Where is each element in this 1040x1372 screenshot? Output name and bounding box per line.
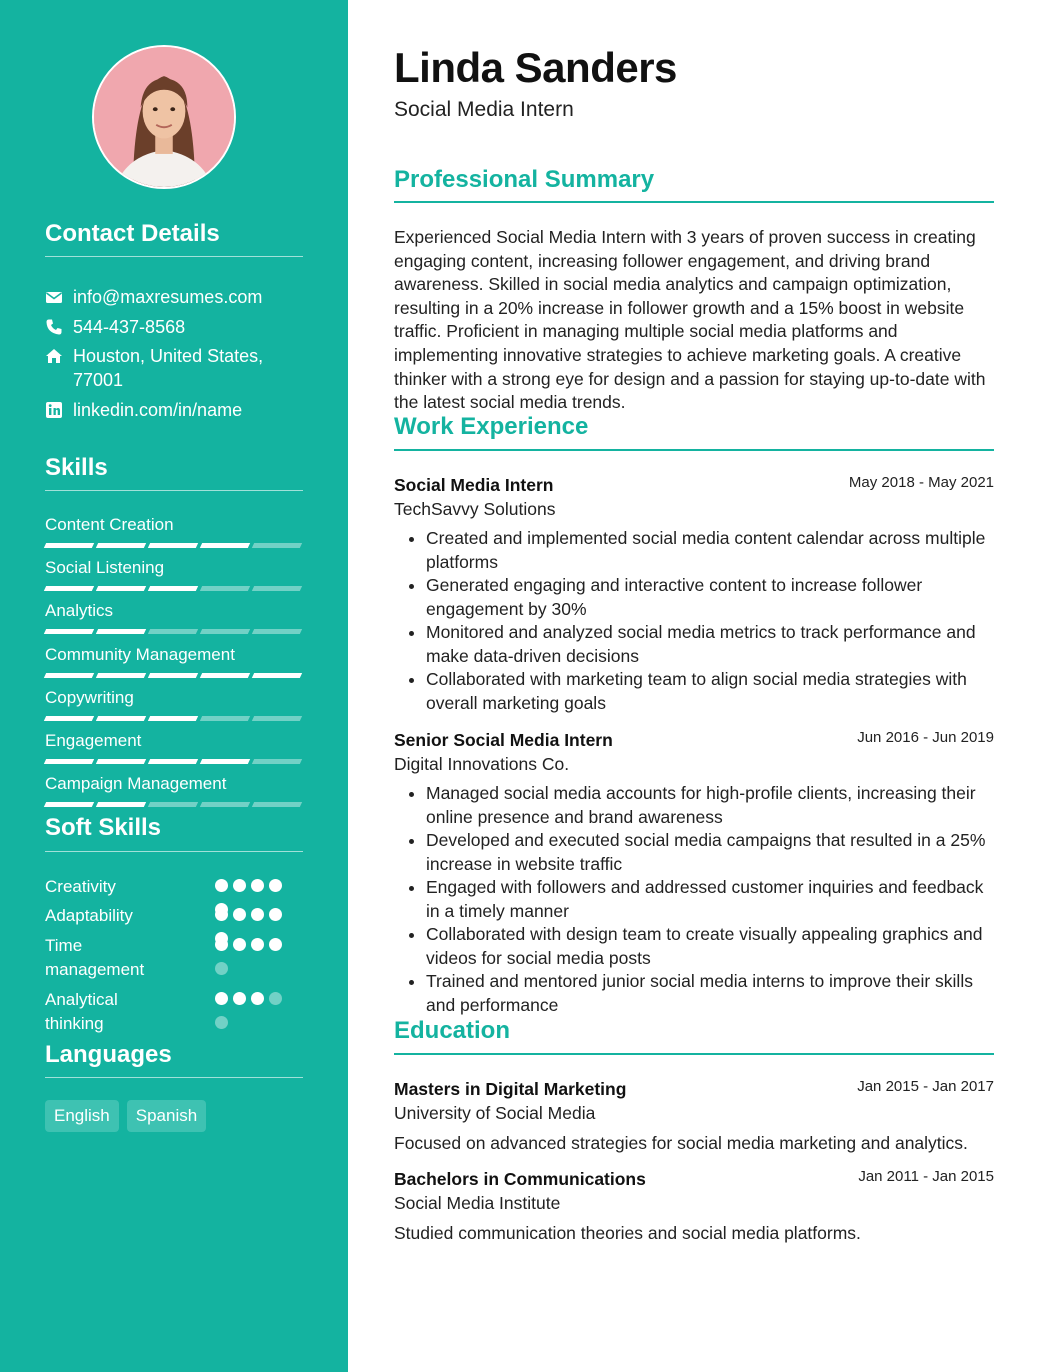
contact-linkedin-text: linkedin.com/in/name: [73, 400, 243, 420]
rating-dot-filled: [251, 992, 264, 1005]
divider: [45, 256, 303, 257]
skill-segment-empty: [252, 759, 302, 764]
rating-dot-filled: [251, 908, 264, 921]
skill-segment-filled: [44, 543, 94, 548]
job-bullet: • Engaged with followers and addressed customer inquiries and feedback in a timely manner: [426, 876, 994, 923]
divider: [45, 1077, 303, 1078]
skill-level-bar: [45, 543, 301, 548]
job-bullet: • Managed social media accounts for high-profile clients, increasing their online presence and brand awareness: [426, 782, 994, 829]
rating-dot-filled: [269, 879, 282, 892]
skill-item: [45, 557, 303, 579]
skill-level-bar: [45, 716, 301, 721]
phone-icon: [45, 318, 63, 336]
education-description: Focused on advanced strategies for social media marketing and analytics.: [394, 1133, 968, 1153]
skill-level-bar: [45, 586, 301, 591]
skill-level-bar: [45, 629, 301, 634]
skill-segment-filled: [44, 673, 94, 678]
home-icon: [45, 347, 63, 365]
skill-level-bar: [45, 673, 301, 678]
rating-dot-empty: [269, 992, 282, 1005]
contact-phone[interactable]: [45, 315, 305, 339]
skill-segment-filled: [44, 716, 94, 721]
soft-skill-rating: [215, 938, 295, 975]
skill-item: [45, 600, 303, 622]
skill-segment-empty: [200, 586, 250, 591]
avatar: [92, 45, 236, 189]
contact-heading: Contact Details: [45, 220, 220, 247]
skill-segment-filled: [200, 673, 250, 678]
soft-skill-item: [45, 904, 305, 928]
skill-item: [45, 687, 303, 709]
job-bullets: [394, 782, 994, 1017]
skill-label: Engagement: [45, 731, 142, 750]
skill-label: Copywriting: [45, 688, 134, 707]
divider: [45, 490, 303, 491]
sidebar: [0, 0, 348, 1372]
job-bullets: [394, 527, 994, 715]
job-dates: Jun 2016 - Jun 2019: [857, 729, 994, 746]
skill-segment-empty: [200, 716, 250, 721]
skill-item: [45, 773, 303, 795]
skill-segment-filled: [96, 543, 146, 548]
education-description: Studied communication theories and social media platforms.: [394, 1223, 861, 1243]
candidate-title: Social Media Intern: [394, 98, 574, 121]
skill-segment-filled: [96, 759, 146, 764]
job-bullet: • Generated engaging and interactive content to increase follower engagement by 30%: [426, 574, 994, 621]
job-entry: [394, 728, 994, 1017]
language-chip: English: [45, 1100, 119, 1132]
soft-skill-rating: [215, 992, 295, 1029]
skill-level-bar: [45, 802, 301, 807]
degree-title: Masters in Digital Marketing: [394, 1079, 627, 1099]
skill-segment-filled: [148, 716, 198, 721]
job-entry: [394, 473, 994, 715]
skill-segment-filled: [148, 673, 198, 678]
job-company: Digital Innovations Co.: [394, 754, 570, 774]
job-title: Senior Social Media Intern: [394, 730, 613, 750]
skill-segment-filled: [96, 673, 146, 678]
skill-level-bar: [45, 759, 301, 764]
job-title: Social Media Intern: [394, 475, 554, 495]
education-entry: [394, 1077, 994, 1155]
degree-title: Bachelors in Communications: [394, 1169, 646, 1189]
divider: [45, 851, 303, 852]
skill-item: [45, 514, 303, 536]
skill-segment-empty: [200, 629, 250, 634]
skill-segment-filled: [148, 543, 198, 548]
rating-dot-filled: [215, 908, 228, 921]
experience-heading: Work Experience: [394, 413, 589, 440]
school-name: Social Media Institute: [394, 1193, 561, 1213]
job-bullet: • Collaborated with design team to create visually appealing graphics and videos for social media posts: [426, 923, 994, 970]
section-divider: [394, 449, 994, 451]
job-company: TechSavvy Solutions: [394, 499, 556, 519]
skill-segment-empty: [252, 543, 302, 548]
soft-skill-item: [45, 875, 305, 899]
skill-segment-filled: [148, 586, 198, 591]
contact-linkedin[interactable]: [45, 398, 305, 422]
skill-segment-filled: [44, 802, 94, 807]
rating-dot-filled: [251, 879, 264, 892]
envelope-icon: [45, 288, 63, 306]
skills-heading: Skills: [45, 454, 108, 481]
job-bullet: • Trained and mentored junior social media interns to improve their skills and performance: [426, 970, 994, 1017]
skill-segment-filled: [148, 759, 198, 764]
linkedin-icon: [45, 401, 63, 419]
candidate-name: Linda Sanders: [394, 44, 677, 91]
skill-item: [45, 644, 303, 666]
skill-segment-filled: [44, 586, 94, 591]
skill-segment-empty: [252, 802, 302, 807]
skill-segment-filled: [44, 759, 94, 764]
skill-label: Content Creation: [45, 515, 174, 534]
job-bullet: • Developed and executed social media campaigns that resulted in a 25% increase in website traffic: [426, 829, 994, 876]
contact-address-text: Houston, United States, 77001: [73, 346, 264, 390]
rating-dot-filled: [251, 938, 264, 951]
skill-label: Community Management: [45, 645, 235, 664]
profile-photo: [94, 47, 234, 187]
section-divider: [394, 1053, 994, 1055]
skill-segment-empty: [148, 802, 198, 807]
rating-dot-filled: [233, 879, 246, 892]
soft-skill-label: Adaptability: [45, 906, 133, 925]
skill-segment-empty: [200, 802, 250, 807]
rating-dot-filled: [269, 908, 282, 921]
skill-item: [45, 730, 303, 752]
contact-phone-text: 544-437-8568: [73, 317, 186, 337]
rating-dot-empty: [215, 1016, 228, 1029]
soft-skills-heading: Soft Skills: [45, 814, 162, 841]
section-divider: [394, 201, 994, 203]
job-dates: May 2018 - May 2021: [848, 474, 994, 491]
skill-label: Social Listening: [45, 558, 165, 577]
rating-dot-filled: [215, 938, 228, 951]
skill-segment-filled: [96, 629, 146, 634]
rating-dot-filled: [233, 938, 246, 951]
rating-dot-empty: [215, 962, 228, 975]
skill-segment-filled: [200, 543, 250, 548]
skill-label: Campaign Management: [45, 774, 227, 793]
skill-segment-empty: [252, 716, 302, 721]
skill-segment-filled: [96, 716, 146, 721]
education-heading: Education: [394, 1017, 511, 1044]
contact-email-text: info@maxresumes.com: [73, 287, 263, 307]
languages-heading: Languages: [45, 1041, 172, 1068]
rating-dot-filled: [215, 879, 228, 892]
rating-dot-filled: [233, 908, 246, 921]
soft-skill-item: [45, 988, 305, 1036]
soft-skill-label: Time management: [45, 936, 145, 979]
summary-text: Experienced Social Media Intern with 3 years of proven success in creating engaging content, increasing follower engagement, and driving brand awareness. Skilled in social media analytics and campaign optimization, resulting in a 20% increase in follower growth and a 15% boost in website traffic. Proficient in managing multiple social media platforms and implementing innovative strategies to achieve marketing goals. A creative thinker with a strong eye for design and a passion for staying up-to-date with the latest social media trends.: [394, 227, 986, 413]
skill-segment-filled: [96, 586, 146, 591]
education-dates: Jan 2015 - Jan 2017: [857, 1078, 994, 1095]
skill-segment-filled: [200, 759, 250, 764]
job-bullet: • Collaborated with marketing team to align social media strategies with overall marketing goals: [426, 668, 994, 715]
job-bullet: • Created and implemented social media content calendar across multiple platforms: [426, 527, 994, 574]
education-dates: Jan 2011 - Jan 2015: [858, 1168, 994, 1185]
school-name: University of Social Media: [394, 1103, 596, 1123]
soft-skill-label: Creativity: [45, 877, 116, 896]
skill-segment-filled: [96, 802, 146, 807]
education-entry: [394, 1167, 994, 1245]
rating-dot-filled: [233, 992, 246, 1005]
skill-segment-filled: [252, 673, 302, 678]
summary-heading: Professional Summary: [394, 166, 655, 193]
languages-list: [45, 1100, 206, 1132]
job-bullet: • Monitored and analyzed social media metrics to track performance and make data-driven decisions: [426, 621, 994, 668]
contact-email[interactable]: [45, 285, 305, 309]
skill-segment-empty: [148, 629, 198, 634]
contact-address: [45, 344, 305, 392]
soft-skill-item: [45, 934, 305, 982]
skill-segment-empty: [252, 629, 302, 634]
rating-dot-filled: [215, 992, 228, 1005]
soft-skill-label: Analytical thinking: [45, 990, 118, 1033]
skill-segment-empty: [252, 586, 302, 591]
rating-dot-filled: [269, 938, 282, 951]
language-chip: Spanish: [127, 1100, 206, 1132]
skill-segment-filled: [44, 629, 94, 634]
skill-label: Analytics: [45, 601, 114, 620]
